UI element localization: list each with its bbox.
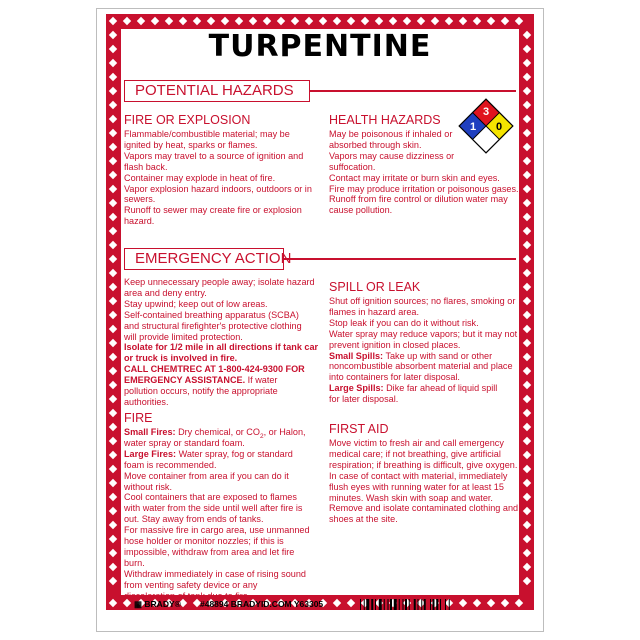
border-diamond	[523, 367, 531, 375]
border-diamond	[109, 31, 117, 39]
text-line-bold: CALL CHEMTREC AT 1-800-424-9300 FOR	[124, 364, 305, 375]
border-diamond	[523, 507, 531, 515]
border-diamond	[193, 17, 201, 25]
spill-heading: SPILL OR LEAK	[329, 280, 421, 294]
text-line: water spray or standard foam.	[124, 437, 245, 448]
border-diamond	[523, 521, 531, 529]
text-line-part: Small Spills:	[329, 350, 384, 361]
barcode-bar	[418, 599, 419, 610]
text-line: Stay upwind; keep out of low areas.	[124, 298, 268, 309]
text-line: noncombustible absorbent material and place	[329, 361, 513, 372]
text-line: authorities.	[124, 396, 169, 407]
spill-text	[329, 296, 519, 405]
text-line-bold: or truck is involved in fire.	[124, 353, 238, 364]
text-line: flames in hazard area.	[329, 306, 419, 317]
border-diamond	[249, 17, 257, 25]
border-diamond	[235, 17, 243, 25]
border-diamond	[523, 437, 531, 445]
border-diamond	[207, 17, 215, 25]
emergency-intro-text	[124, 277, 324, 408]
border-diamond	[109, 395, 117, 403]
border-diamond	[333, 17, 341, 25]
barcode-bar	[445, 599, 446, 610]
text-line: suffocation.	[329, 161, 376, 172]
border-diamond	[523, 185, 531, 193]
nfpa-instability-value: 0	[495, 121, 503, 133]
text-line: into containers for later disposal.	[329, 372, 460, 383]
border-diamond	[431, 17, 439, 25]
text-line: Flammable/combustible material; may be	[124, 129, 290, 139]
border-diamond	[109, 577, 117, 585]
barcode-bar	[364, 599, 365, 610]
border-diamond	[523, 297, 531, 305]
border-diamond	[523, 395, 531, 403]
text-line	[329, 383, 519, 394]
border-diamond	[109, 563, 117, 571]
fire-text	[124, 427, 324, 602]
text-line-part: , or Halon,	[263, 427, 306, 437]
border-diamond	[375, 17, 383, 25]
border-diamond	[523, 59, 531, 67]
text-line-part: Water spray, fog or standard	[176, 448, 293, 459]
border-diamond	[109, 171, 117, 179]
border-diamond	[109, 549, 117, 557]
border-diamond	[109, 423, 117, 431]
text-line-part: Small Fires:	[124, 427, 176, 437]
barcode-bar	[384, 599, 385, 610]
barcode-bar	[371, 599, 373, 610]
first-aid-text	[329, 438, 519, 525]
text-line: will provide limited protection.	[124, 331, 243, 342]
border-diamond	[389, 17, 397, 25]
border-diamond	[109, 599, 117, 607]
text-line: impossible, withdraw from area and let fire	[124, 546, 295, 557]
border-diamond	[109, 507, 117, 515]
border-diamond	[109, 297, 117, 305]
text-line: May be poisonous if inhaled or	[329, 129, 453, 139]
text-line: out. Stay away from ends of tanks.	[124, 514, 264, 525]
border-diamond	[109, 87, 117, 95]
border-diamond	[109, 45, 117, 53]
text-line: Vapor explosion hazard indoors, outdoors or in	[124, 183, 312, 194]
border-diamond	[109, 255, 117, 263]
border-diamond	[109, 185, 117, 193]
border-diamond	[459, 17, 467, 25]
text-line: Runoff to sewer may create fire or explosion	[124, 205, 302, 216]
border-diamond	[109, 521, 117, 529]
text-line: Move container from area if you can do it	[124, 470, 289, 481]
barcode-bar	[449, 599, 450, 610]
text-line: burn.	[124, 557, 145, 568]
text-line: flash back.	[124, 161, 168, 172]
text-line	[124, 449, 324, 460]
text-line: discoloration of tank due to fire.	[124, 590, 251, 601]
footer	[120, 598, 520, 612]
nfpa-flammability-value: 3	[482, 106, 490, 118]
border-diamond	[263, 17, 271, 25]
border-diamond	[109, 129, 117, 137]
barcode-bar	[405, 599, 407, 610]
border-diamond	[523, 171, 531, 179]
text-line-part: If water	[245, 375, 278, 386]
barcode-bar	[433, 599, 435, 610]
text-line: Keep unnecessary people away; isolate hazard	[124, 277, 315, 287]
text-line: Remove and isolate contaminated clothing and	[329, 503, 519, 514]
border-diamond	[151, 17, 159, 25]
border-diamond	[523, 577, 531, 585]
text-line: hose holder or monitor nozzles; if this is	[124, 536, 284, 547]
text-line: Self-contained breathing apparatus (SCBA)	[124, 309, 299, 320]
border-diamond	[305, 17, 313, 25]
text-line: In case of contact with material, immediately	[329, 470, 508, 481]
barcode-bar	[421, 599, 422, 610]
border-diamond	[523, 381, 531, 389]
border-diamond	[523, 199, 531, 207]
text-line: sewers.	[124, 194, 156, 205]
border-diamond	[523, 479, 531, 487]
border-diamond	[523, 269, 531, 277]
border-diamond	[523, 451, 531, 459]
border-diamond	[109, 115, 117, 123]
border-diamond	[109, 325, 117, 333]
border-diamond	[523, 143, 531, 151]
border-diamond	[109, 59, 117, 67]
border-diamond	[109, 283, 117, 291]
border-diamond	[109, 199, 117, 207]
border-diamond	[523, 563, 531, 571]
border-diamond	[109, 241, 117, 249]
barcode-bar	[394, 599, 397, 610]
page-title: TURPENTINE	[208, 29, 432, 64]
border-diamond	[523, 115, 531, 123]
border-diamond	[347, 17, 355, 25]
border-diamond	[221, 17, 229, 25]
text-line: Water spray may reduce vapors; but it may not	[329, 328, 518, 339]
border-diamond	[523, 493, 531, 501]
fire-heading: FIRE	[124, 411, 153, 425]
border-diamond	[109, 409, 117, 417]
text-line	[329, 351, 519, 362]
text-line: Container may explode in heat of fire.	[124, 172, 276, 183]
border-diamond	[515, 17, 523, 25]
border-diamond	[291, 17, 299, 25]
border-diamond	[109, 493, 117, 501]
barcode-bar	[379, 599, 382, 610]
text-line: hazard.	[124, 216, 155, 227]
border-diamond	[501, 17, 509, 25]
text-line: absorbed through skin.	[329, 139, 422, 150]
border-diamond	[109, 381, 117, 389]
text-line: Runoff from fire control or dilution water may	[329, 194, 508, 205]
border-diamond	[487, 17, 495, 25]
border-diamond	[523, 129, 531, 137]
border-diamond	[179, 17, 187, 25]
border-diamond	[523, 157, 531, 165]
text-line: and structural firefighter's protective clothing	[124, 320, 302, 331]
first-aid-heading: FIRST AID	[329, 422, 389, 436]
text-line: For massive fire in cargo area, use unmanned	[124, 525, 310, 536]
border-diamond	[109, 227, 117, 235]
border-diamond	[109, 339, 117, 347]
border-diamond	[109, 101, 117, 109]
barcode-bar	[436, 599, 438, 610]
border-diamond	[523, 87, 531, 95]
text-line: with water from the side until well after fire is	[124, 503, 303, 514]
barcode	[360, 599, 510, 610]
text-line: pollution occurs, notify the appropriate	[124, 386, 278, 397]
nfpa-health-value: 1	[469, 121, 477, 133]
barcode-bar	[360, 599, 361, 610]
emergency-action-heading: EMERGENCY ACTION	[124, 248, 284, 270]
border-diamond	[361, 17, 369, 25]
border-diamond	[109, 17, 117, 25]
border-diamond	[109, 73, 117, 81]
text-line-bold: Isolate for 1/2 mile in all directions if tank car	[124, 342, 319, 353]
text-line-part: Dry chemical, or CO	[175, 427, 260, 437]
fire-explosion-heading: FIRE OR EXPLOSION	[124, 113, 251, 127]
border-diamond	[109, 367, 117, 375]
text-line-part: Large Spills:	[329, 383, 384, 394]
text-line: medical care; if not breathing, give artificial	[329, 448, 501, 459]
text-line-part: Dike far ahead of liquid spill	[383, 383, 498, 394]
border-diamond	[523, 549, 531, 557]
border-diamond	[523, 31, 531, 39]
border-diamond	[445, 17, 453, 25]
text-line	[124, 375, 324, 386]
border-diamond	[109, 353, 117, 361]
barcode-bar	[430, 599, 431, 610]
text-line: Move victim to fresh air and call emergency	[329, 438, 504, 448]
border-diamond	[523, 353, 531, 361]
border-diamond	[109, 157, 117, 165]
border-diamond	[523, 325, 531, 333]
text-line: without risk.	[124, 481, 173, 492]
border-diamond	[109, 213, 117, 221]
text-line: Withdraw immediately in case of rising sound	[124, 568, 306, 579]
brand-logo: ▦ BRADY®	[134, 599, 181, 609]
barcode-bar	[366, 599, 369, 610]
border-diamond	[523, 311, 531, 319]
border-diamond	[123, 17, 131, 25]
text-line: prevent ignition in closed places.	[329, 339, 461, 350]
text-line: cause pollution.	[329, 205, 393, 216]
text-line: flush eyes with running water for at least 15	[329, 481, 504, 492]
border-diamond	[523, 213, 531, 221]
text-line: for later disposal.	[329, 394, 399, 405]
text-line-part: Take up with sand or other	[383, 350, 493, 361]
border-diamond	[523, 73, 531, 81]
barcode-bar	[409, 599, 410, 610]
text-line: ignited by heat, sparks or flames.	[124, 139, 258, 150]
text-line: minutes. Wash skin with soap and water.	[329, 492, 493, 503]
border-diamond	[523, 423, 531, 431]
border-diamond	[523, 45, 531, 53]
barcode-bar	[375, 599, 376, 610]
barcode-bar	[414, 599, 416, 610]
text-line: Vapors may cause dizziness or	[329, 150, 455, 161]
text-line: shoes at the site.	[329, 514, 398, 525]
barcode-bar	[399, 599, 400, 610]
border-diamond	[403, 17, 411, 25]
barcode-bar	[440, 599, 441, 610]
text-line: Cool containers that are exposed to flames	[124, 492, 297, 503]
border-diamond	[473, 17, 481, 25]
footer-info: #48894 BRADYID.COM Y63305	[200, 599, 324, 609]
text-line-part: 2	[259, 432, 264, 440]
border-diamond	[109, 451, 117, 459]
brand-mark-icon: ▦	[134, 599, 143, 609]
border-diamond	[277, 17, 285, 25]
text-line: respiration; if breathing is difficult, give oxygen.	[329, 459, 518, 470]
fire-explosion-text	[124, 129, 324, 227]
text-line-part: EMERGENCY ASSISTANCE.	[124, 375, 246, 386]
border-diamond	[417, 17, 425, 25]
barcode-bar	[424, 599, 426, 610]
border-diamond	[319, 17, 327, 25]
text-line: Stop leak if you can do it without risk.	[329, 317, 479, 328]
border-diamond	[165, 17, 173, 25]
health-hazards-heading: HEALTH HAZARDS	[329, 113, 441, 127]
border-diamond	[523, 241, 531, 249]
barcode-bar	[390, 599, 392, 610]
border-diamond	[523, 339, 531, 347]
potential-hazards-heading: POTENTIAL HAZARDS	[124, 80, 310, 102]
barcode-bar	[388, 599, 389, 610]
nfpa-diamond	[456, 96, 516, 156]
border-diamond	[109, 311, 117, 319]
text-line: Shut off ignition sources; no flares, smoking or	[329, 296, 516, 306]
border-diamond	[523, 227, 531, 235]
border-diamond	[523, 283, 531, 291]
border-diamond	[109, 465, 117, 473]
border-diamond	[109, 479, 117, 487]
text-line: area and deny entry.	[124, 287, 207, 298]
brand-name: BRADY	[144, 599, 175, 609]
text-line: foam is recommended.	[124, 459, 217, 470]
text-line	[124, 427, 324, 438]
border-diamond	[523, 255, 531, 263]
text-line: Fire may produce irritation or poisonous gases.	[329, 183, 519, 194]
text-line-part: Large Fires:	[124, 448, 177, 459]
barcode-bar	[403, 599, 404, 610]
border-diamond	[523, 409, 531, 417]
potential-hazards-rule	[310, 90, 516, 92]
border-diamond	[523, 101, 531, 109]
border-diamond	[109, 535, 117, 543]
text-line: Vapors may travel to a source of ignition and	[124, 150, 304, 161]
border-diamond	[137, 17, 145, 25]
border-diamond	[523, 535, 531, 543]
text-line: Contact may irritate or burn skin and eyes.	[329, 172, 500, 183]
border-diamond	[109, 437, 117, 445]
text-line: from venting safety device or any	[124, 579, 258, 590]
border-diamond	[109, 269, 117, 277]
border-diamond	[523, 465, 531, 473]
border-diamond	[109, 143, 117, 151]
